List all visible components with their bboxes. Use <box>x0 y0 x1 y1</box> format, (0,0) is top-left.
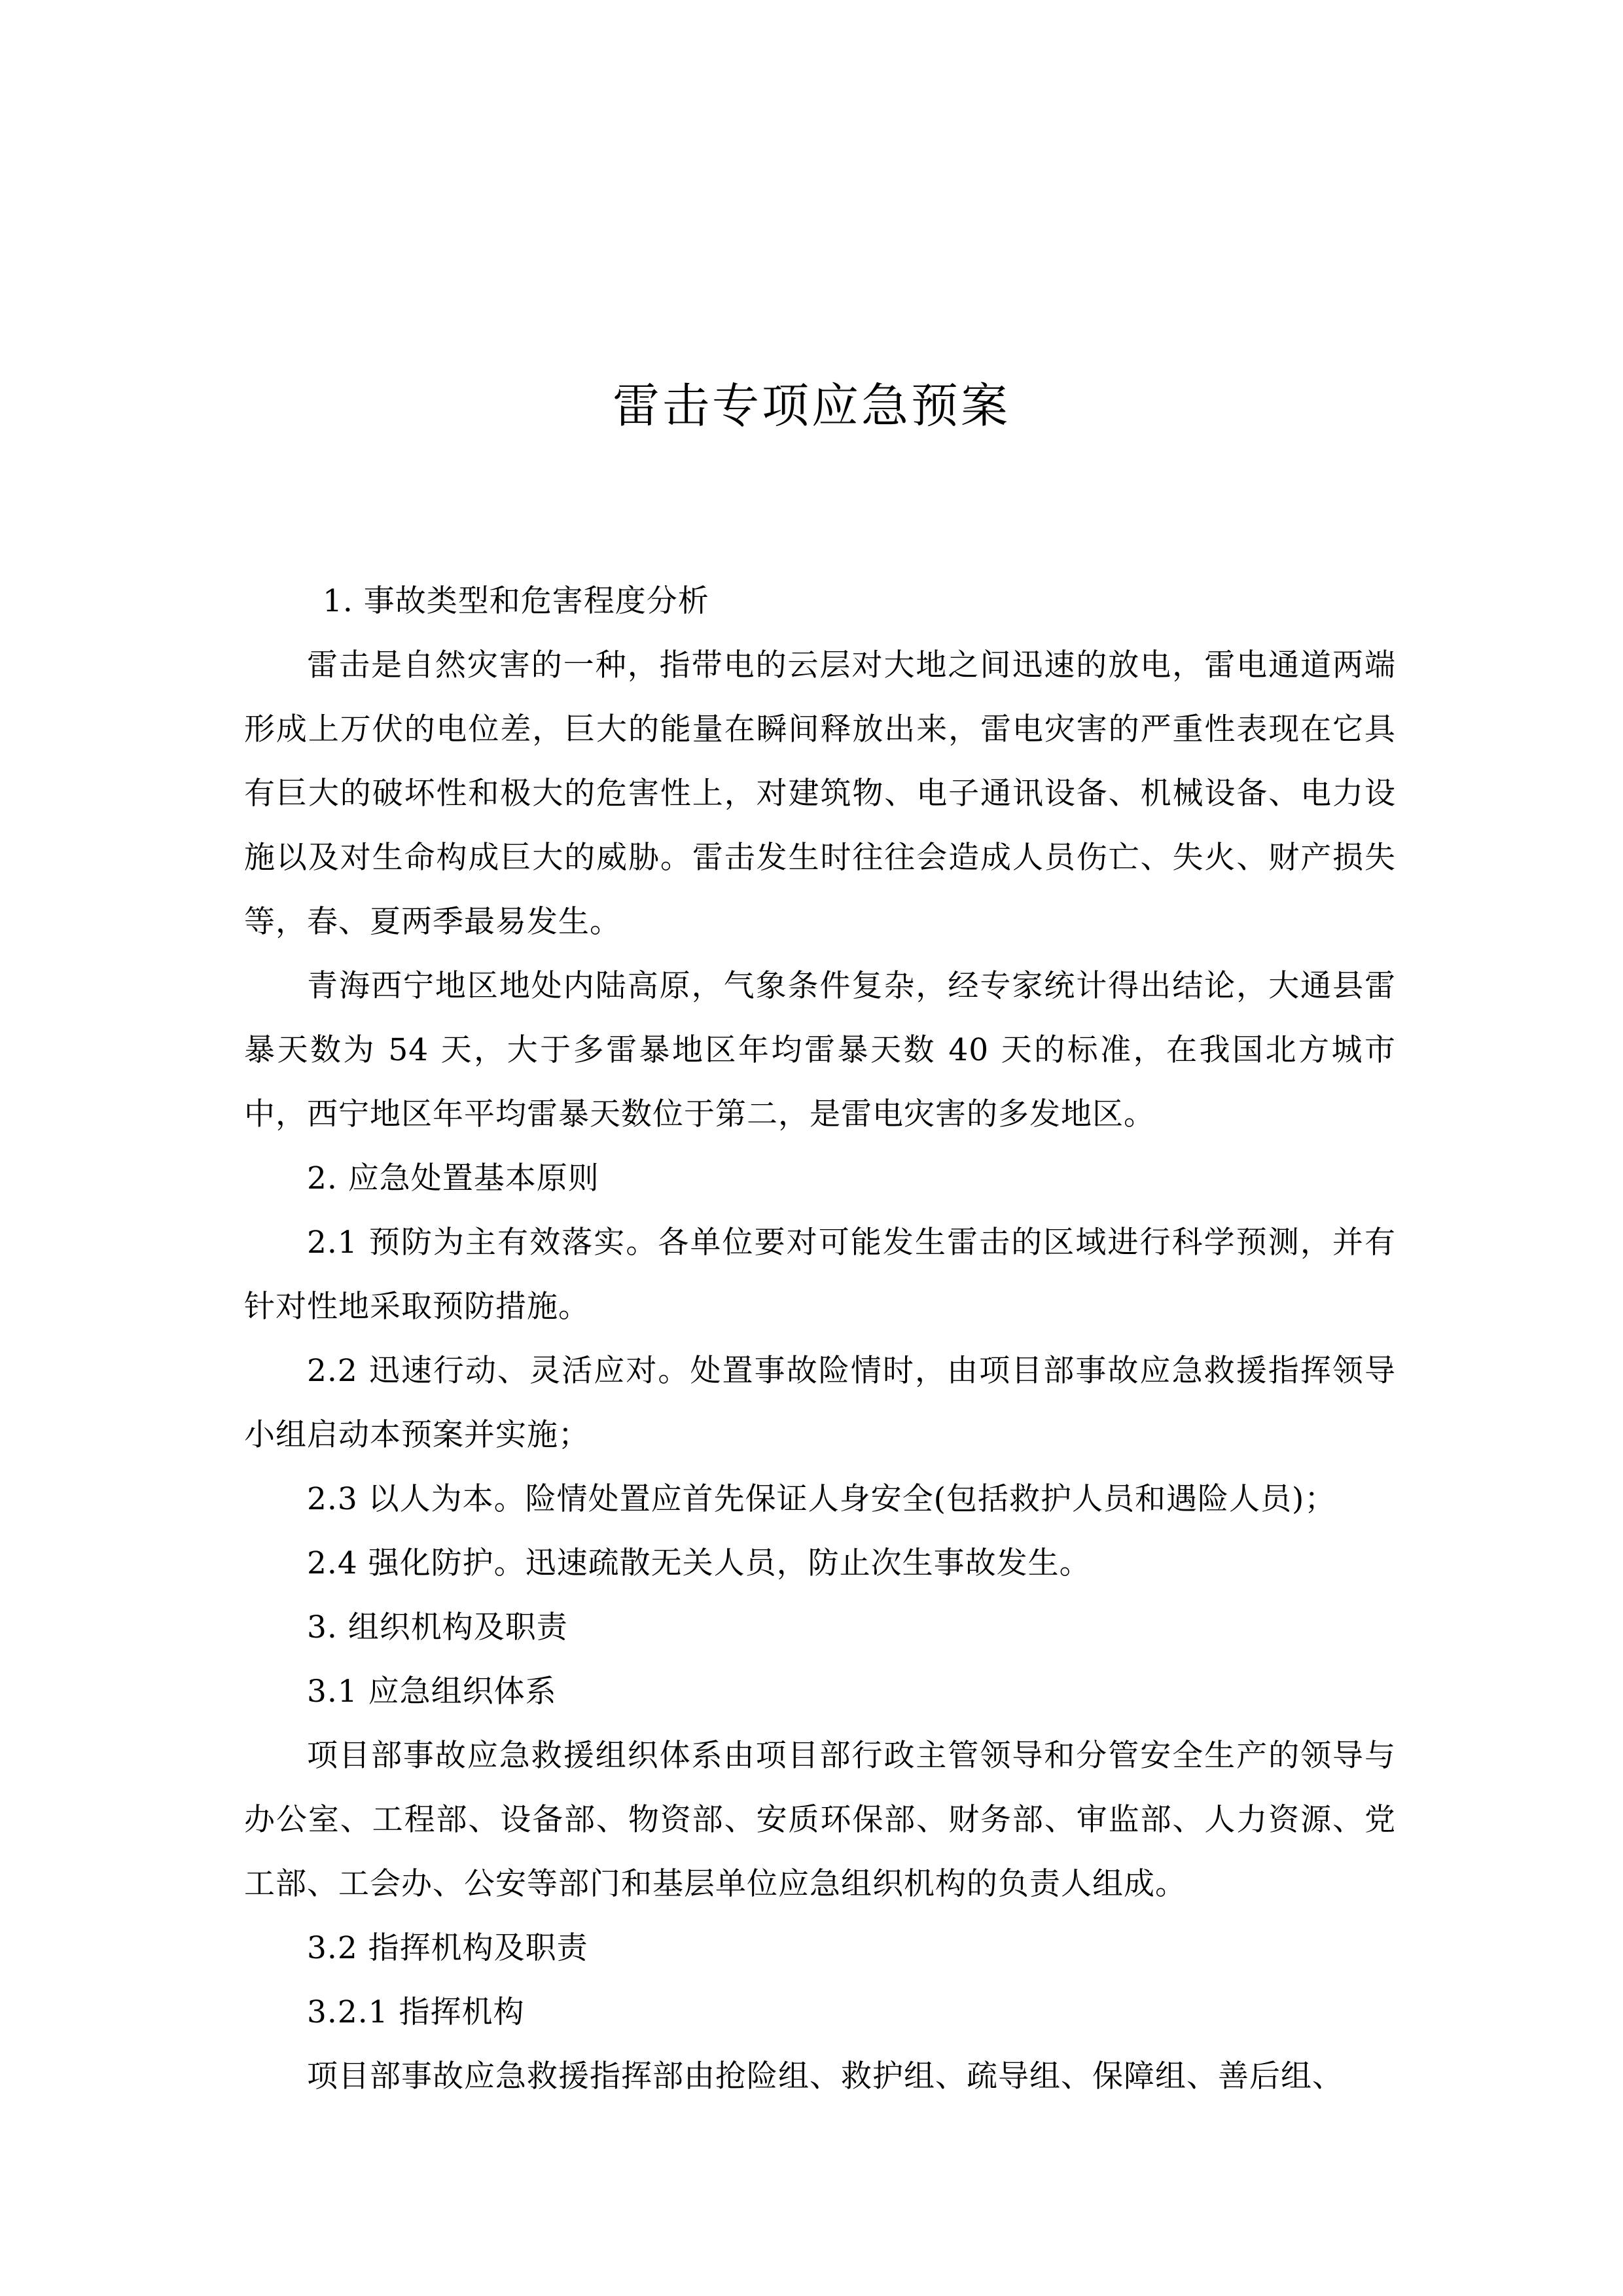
paragraph-command-structure: 项目部事故应急救援指挥部由抢险组、救护组、疏导组、保障组、善后组、 <box>307 2058 1344 2094</box>
section-heading-3: 3. 组织机构及职责 <box>307 1609 568 1645</box>
paragraph-2-1: 2.1 预防为主有效落实。各单位要对可能发生雷击的区域进行科学预测，并有针对性地采取预防措施。 <box>244 1225 1396 1325</box>
section-heading-2: 2. 应急处置基本原则 <box>307 1160 599 1196</box>
section-heading-1: 1. 事故类型和危害程度分析 <box>323 583 709 619</box>
paragraph-lightning-definition: 雷击是自然灾害的一种，指带电的云层对大地之间迅速的放电，雷电通道两端形成上万伏的电位差，巨大的能量在瞬间释放出来，雷电灾害的严重性表现在它具有巨大的破坏性和极大的危害性上，对建筑物、电子通讯设备、机械设备、电力设施以及对生命构成巨大的威胁。雷击发生时往往会造成人员伤亡、失火、财产损失等，春、夏两季最易发生。 <box>244 647 1396 940</box>
document-title: 雷击专项应急预案 <box>612 378 1010 433</box>
subsection-heading-3-2-1: 3.2.1 指挥机构 <box>307 1994 525 2030</box>
document-body <box>244 569 1396 2109</box>
paragraph-2-3: 2.3 以人为本。险情处置应首先保证人身安全(包括救护人员和遇险人员)； <box>307 1481 1336 1517</box>
subsection-heading-3-1: 3.1 应急组织体系 <box>307 1674 557 1710</box>
paragraph-organization-system: 项目部事故应急救援组织体系由项目部行政主管领导和分管安全生产的领导与办公室、工程部、设备部、物资部、安质环保部、财务部、审监部、人力资源、党工部、工会办、公安等部门和基层单位应急组织机构的负责人组成。 <box>244 1738 1396 1902</box>
paragraph-xining-climate: 青海西宁地区地处内陆高原，气象条件复杂，经专家统计得出结论，大通县雷暴天数为 54 天，大于多雷暴地区年均雷暴天数 40 天的标准，在我国北方城市中，西宁地区年平均雷暴天数位于第二，是雷电灾害的多发地区。 <box>244 968 1396 1132</box>
subsection-heading-3-2: 3.2 指挥机构及职责 <box>307 1930 588 1966</box>
paragraph-2-2: 2.2 迅速行动、灵活应对。处置事故险情时，由项目部事故应急救援指挥领导小组启动本预案并实施； <box>244 1353 1396 1453</box>
paragraph-2-4: 2.4 强化防护。迅速疏散无关人员，防止次生事故发生。 <box>307 1545 1091 1581</box>
